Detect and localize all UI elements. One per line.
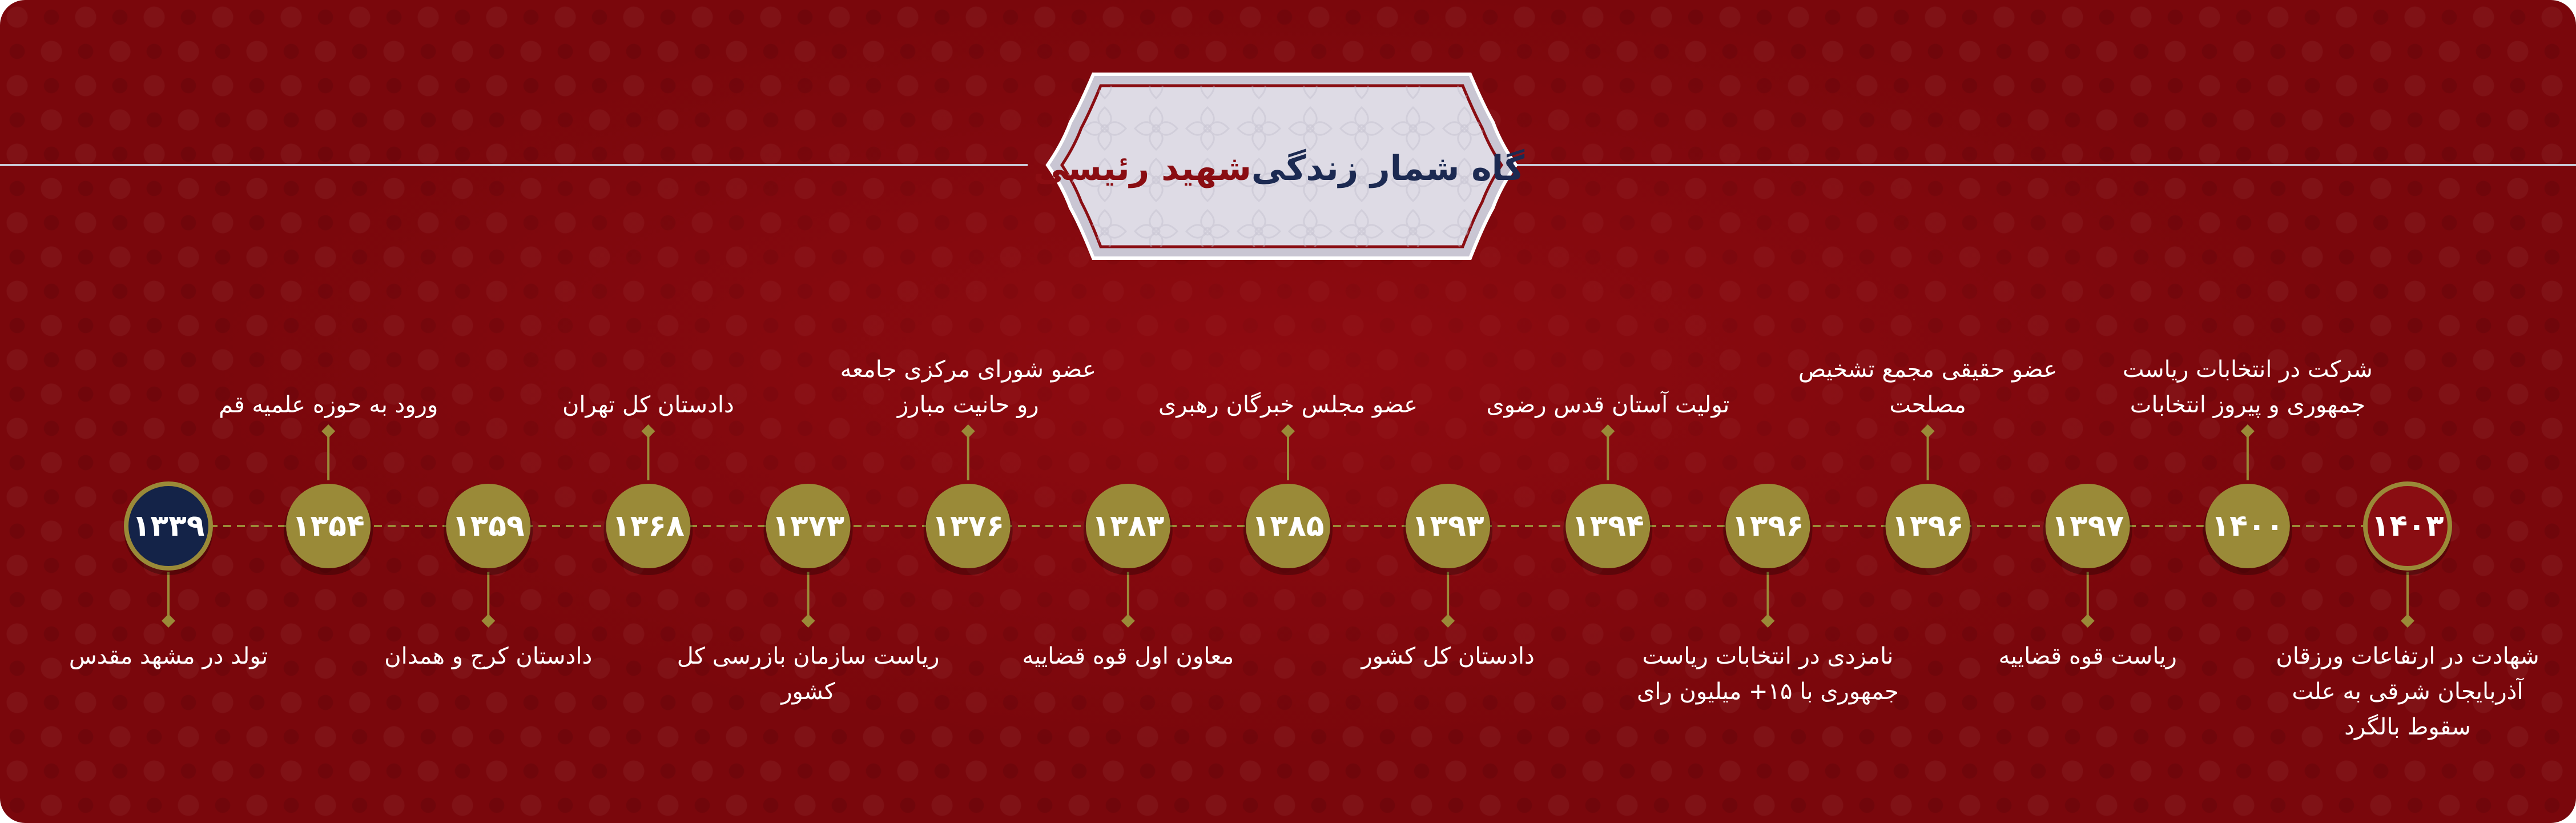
year-label: ۱۴۰۰	[2211, 509, 2284, 543]
event-diamond	[1281, 424, 1295, 438]
event-label: دادستان کرج و همدان	[384, 643, 593, 669]
event-label: معاون اول قوه قضاییه	[1022, 643, 1234, 669]
year-label: ۱۳۸۳	[1092, 509, 1165, 543]
event-label: شهادت در ارتفاعات ورزقان آذربایجان شرقی به علت سقوط بالگرد	[2276, 643, 2539, 740]
event-label: شرکت در انتخابات ریاست جمهوری و پیروز انتخابات	[2122, 356, 2373, 418]
event-label: نامزدی در انتخابات ریاست جمهوری با ۱۵+ میلیون رای	[1637, 643, 1899, 705]
year-label: ۱۴۰۳	[2371, 509, 2444, 543]
event-label: دادستان کل تهران	[562, 392, 734, 418]
event-diamond	[2081, 614, 2095, 628]
year-label: ۱۳۹۶	[1891, 509, 1965, 543]
title-part-1: گاه شمار زندگی	[1251, 148, 1525, 188]
year-label: ۱۳۵۹	[452, 509, 525, 543]
title-part-2: شهید رئیسی	[1033, 148, 1251, 188]
event-label: تولیت آستان قدس رضوی	[1486, 392, 1730, 418]
year-label: ۱۳۸۵	[1251, 509, 1325, 543]
event-diamond	[641, 424, 655, 438]
event-diamond	[802, 614, 815, 628]
year-label: ۱۳۹۴	[1571, 509, 1644, 543]
event-label: ریاست قوه قضاییه	[1998, 643, 2177, 669]
event-diamond	[2401, 614, 2414, 628]
year-label: ۱۳۳۹	[132, 509, 205, 543]
year-label: ۱۳۷۳	[772, 509, 845, 543]
event-diamond	[162, 614, 175, 628]
year-label: ۱۳۹۷	[2051, 509, 2124, 543]
event-diamond	[1121, 614, 1135, 628]
year-label: ۱۳۷۶	[932, 509, 1005, 543]
year-label: ۱۳۹۶	[1731, 509, 1804, 543]
event-diamond	[1921, 424, 1935, 438]
event-label: عضو حقیقی مجمع تشخیص مصلحت	[1798, 356, 2058, 418]
event-diamond	[1761, 614, 1774, 628]
event-label: عضو شورای مرکزی جامعه رو حانیت مبارز	[840, 356, 1096, 418]
event-diamond	[961, 424, 975, 438]
year-label: ۱۳۵۴	[292, 509, 365, 543]
event-diamond	[1601, 424, 1615, 438]
event-label: تولد در مشهد مقدس	[69, 643, 268, 669]
year-label: ۱۳۶۸	[611, 509, 685, 543]
event-diamond	[2241, 424, 2255, 438]
event-label: ریاست سازمان بازرسی کل کشور	[677, 643, 940, 705]
event-diamond	[1441, 614, 1455, 628]
event-label: عضو مجلس خبرگان رهبری	[1158, 392, 1418, 418]
event-label: دادستان کل کشور	[1361, 643, 1535, 669]
event-diamond	[321, 424, 335, 438]
year-label: ۱۳۹۳	[1411, 509, 1484, 543]
event-diamond	[481, 614, 495, 628]
event-label: ورود به حوزه علمیه قم	[218, 392, 438, 418]
